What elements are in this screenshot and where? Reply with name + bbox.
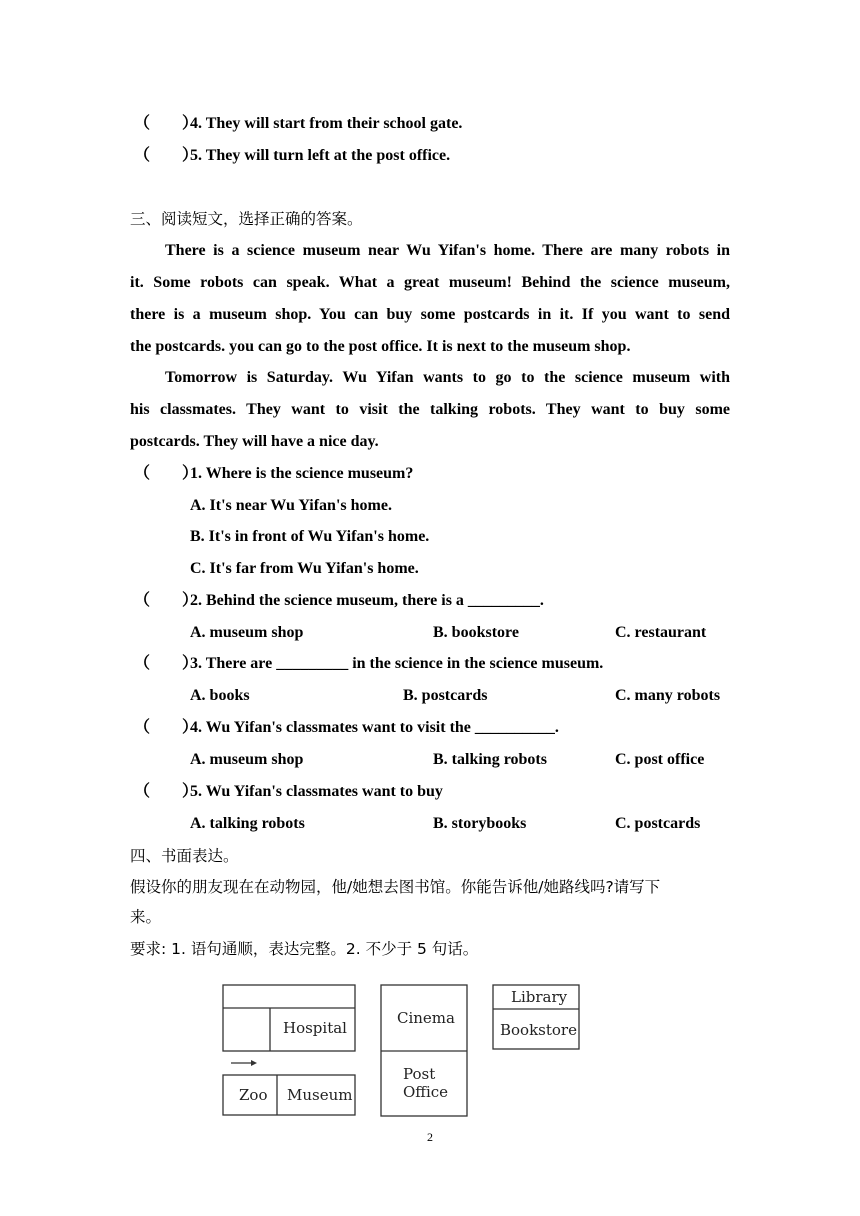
- writing-requirement: 要求: 1. 语句通顺，表达完整。2. 不少于 5 句话。: [130, 940, 479, 958]
- option-a: A. It's near Wu Yifan's home.: [190, 497, 392, 514]
- option-a: A. museum shop: [190, 751, 304, 768]
- passage-line: There is a science museum near Wu Yifan's home. There are many robots in: [165, 242, 730, 259]
- section-heading-writing: 四、书面表达。: [130, 847, 239, 865]
- option-c: C. restaurant: [615, 624, 707, 641]
- map-label-hospital: Hospital: [283, 1019, 347, 1037]
- option-b: B. postcards: [403, 687, 488, 704]
- option-b: B. bookstore: [433, 624, 519, 641]
- passage-line: the postcards. you can go to the post office. It is next to the museum shop.: [130, 338, 631, 355]
- passage-line: there is a museum shop. You can buy some postcards in it. If you want to send: [130, 306, 730, 323]
- option-c: C. post office: [615, 751, 705, 768]
- option-a: A. books: [190, 687, 250, 704]
- writing-prompt: 假设你的朋友现在在动物园，他/她想去图书馆。你能告诉他/她路线吗?请写下: [130, 878, 661, 896]
- map-block-top-left: [223, 985, 355, 1051]
- map-label-zoo: Zoo: [239, 1086, 268, 1104]
- passage-line: Tomorrow is Saturday. Wu Yifan wants to go to the science museum with: [165, 369, 730, 386]
- option-b: B. storybooks: [433, 815, 527, 832]
- answer-paren: （ ）: [134, 592, 199, 609]
- option-a: A. talking robots: [190, 815, 305, 832]
- question-3: 3. There are _________ in the science in the science museum.: [190, 655, 604, 672]
- answer-paren: （ ）: [134, 465, 199, 482]
- option-b: B. It's in front of Wu Yifan's home.: [190, 528, 430, 545]
- answer-paren: （ ）: [134, 147, 199, 164]
- arrow-icon: [231, 1060, 257, 1066]
- map-label-office: Office: [403, 1083, 449, 1101]
- answer-paren: （ ）: [134, 655, 199, 672]
- section-heading-reading: 三、阅读短文，选择正确的答案。: [130, 210, 363, 228]
- route-map: [215, 975, 595, 1125]
- option-c: C. many robots: [615, 687, 721, 704]
- writing-prompt-cont: 来。: [130, 908, 162, 926]
- statement-4: 4. They will start from their school gate.: [190, 115, 463, 132]
- page-number: 2: [427, 1130, 433, 1144]
- map-label-post: Post: [403, 1065, 436, 1083]
- passage-line: his classmates. They want to visit the talking robots. They want to buy some: [130, 401, 730, 418]
- question-4: 4. Wu Yifan's classmates want to visit the __________.: [190, 719, 559, 736]
- option-c: C. It's far from Wu Yifan's home.: [190, 560, 419, 577]
- map-label-bookstore: Bookstore: [500, 1021, 577, 1039]
- question-2: 2. Behind the science museum, there is a _________.: [190, 592, 544, 609]
- question-5: 5. Wu Yifan's classmates want to buy: [190, 783, 443, 800]
- passage-line: it. Some robots can speak. What a great museum! Behind the science museum,: [130, 274, 730, 291]
- answer-paren: （ ）: [134, 115, 199, 132]
- question-1: 1. Where is the science museum?: [190, 465, 414, 482]
- map-label-museum: Museum: [287, 1086, 353, 1104]
- map-label-library: Library: [511, 988, 568, 1006]
- answer-paren: （ ）: [134, 719, 199, 736]
- answer-paren: （ ）: [134, 783, 199, 800]
- passage-line: postcards. They will have a nice day.: [130, 433, 379, 450]
- option-b: B. talking robots: [433, 751, 547, 768]
- statement-5: 5. They will turn left at the post office.: [190, 147, 451, 164]
- map-label-cinema: Cinema: [397, 1009, 455, 1027]
- option-a: A. museum shop: [190, 624, 304, 641]
- option-c: C. postcards: [615, 815, 701, 832]
